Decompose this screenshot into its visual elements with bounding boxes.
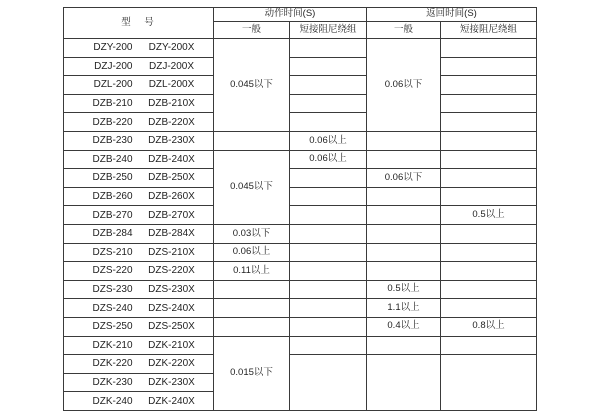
relay-spec-table	[63, 7, 537, 411]
table-header	[64, 8, 537, 39]
return-damping-cell	[441, 187, 537, 206]
model-name: DZB-260	[92, 191, 133, 203]
model-cell	[64, 224, 214, 243]
action-general-cell	[214, 280, 290, 299]
return-damping-cell	[441, 262, 537, 281]
return-damping-cell	[441, 113, 537, 132]
model-name: DZS-240	[92, 302, 133, 314]
return-damping-cell	[441, 355, 537, 411]
table-row	[64, 76, 537, 95]
return-damping-header-cell: 短接阻尼绕组	[441, 22, 537, 39]
action-damping-cell	[290, 76, 367, 95]
return-general-cell: 0.5以上	[367, 280, 441, 299]
return-time-header-cell: 返回时间(S)	[367, 8, 537, 22]
action-damping-cell	[290, 224, 367, 243]
model-cell	[64, 150, 214, 169]
return-general-cell	[367, 224, 441, 243]
model-cell	[64, 131, 214, 150]
return-damping-cell	[441, 243, 537, 262]
table-row	[64, 299, 537, 318]
model-name: DZB-270	[92, 209, 133, 221]
model-cell	[64, 206, 214, 225]
model-cell	[64, 169, 214, 188]
return-damping-cell	[441, 76, 537, 95]
return-general-cell	[367, 131, 441, 150]
return-damping-cell	[441, 224, 537, 243]
table-row	[64, 187, 537, 206]
action-damping-cell	[290, 317, 367, 336]
return-damping-cell	[441, 169, 537, 188]
model-name: DZS-220	[92, 265, 133, 277]
action-damping-cell	[290, 169, 367, 188]
model-name-x: DZB-284X	[148, 228, 195, 240]
table-row	[64, 39, 537, 58]
table-row	[64, 262, 537, 281]
model-cell	[64, 76, 214, 95]
model-cell	[64, 355, 214, 374]
action-damping-cell	[290, 355, 367, 411]
model-cell	[64, 262, 214, 281]
action-damping-cell	[290, 262, 367, 281]
table-row	[64, 131, 537, 150]
model-name-x: DZS-220X	[148, 265, 195, 277]
model-name: DZJ-200	[94, 60, 133, 72]
return-general-cell	[367, 187, 441, 206]
action-damping-cell: 0.06以上	[290, 150, 367, 169]
return-damping-cell	[441, 131, 537, 150]
action-general-cell: 0.06以上	[214, 243, 290, 262]
model-name-x: DZB-260X	[148, 191, 195, 203]
table-row	[64, 94, 537, 113]
return-damping-cell: 0.8以上	[441, 317, 537, 336]
model-cell	[64, 317, 214, 336]
model-cell	[64, 57, 214, 76]
model-name: DZY-200	[93, 42, 133, 54]
return-damping-cell	[441, 280, 537, 299]
table-row	[64, 206, 537, 225]
action-time-header-cell: 动作时间(S)	[214, 8, 367, 22]
model-name: DZK-230	[92, 376, 133, 388]
action-damping-header-cell: 短接阻尼绕组	[290, 22, 367, 39]
return-general-cell	[367, 355, 441, 411]
model-name-x: DZB-240X	[148, 153, 195, 165]
model-name: DZB-220	[92, 116, 133, 128]
action-damping-cell	[290, 94, 367, 113]
model-name: DZK-210	[92, 339, 133, 351]
table-row	[64, 355, 537, 374]
model-name: DZL-200	[93, 79, 133, 91]
return-damping-cell	[441, 336, 537, 355]
action-damping-cell	[290, 336, 367, 355]
return-general-cell	[367, 150, 441, 169]
action-general-cell	[214, 131, 290, 150]
model-name: DZB-240	[92, 153, 133, 165]
table-row	[64, 57, 537, 76]
model-name-x: DZY-200X	[148, 42, 195, 54]
model-name-x: DZB-220X	[148, 116, 195, 128]
model-name: DZB-284	[92, 228, 133, 240]
model-cell	[64, 280, 214, 299]
action-damping-cell	[290, 113, 367, 132]
model-cell	[64, 373, 214, 392]
table-row	[64, 113, 537, 132]
action-general-cell: 0.015以下	[214, 336, 290, 410]
model-cell	[64, 336, 214, 355]
action-general-cell: 0.03以下	[214, 224, 290, 243]
action-general-cell: 0.045以下	[214, 39, 290, 132]
model-header-cell: 型 号	[64, 8, 214, 39]
return-general-cell: 0.06以下	[367, 169, 441, 188]
return-damping-cell	[441, 39, 537, 58]
model-name: DZS-250	[92, 321, 133, 333]
return-damping-cell	[441, 150, 537, 169]
model-cell	[64, 392, 214, 411]
model-name: DZB-230	[92, 135, 133, 147]
action-general-cell	[214, 299, 290, 318]
table-row	[64, 317, 537, 336]
model-name-x: DZB-210X	[148, 98, 195, 110]
return-general-cell	[367, 243, 441, 262]
return-general-cell	[367, 206, 441, 225]
model-cell	[64, 94, 214, 113]
action-damping-cell	[290, 243, 367, 262]
model-cell	[64, 243, 214, 262]
model-cell	[64, 299, 214, 318]
model-name-x: DZK-210X	[148, 339, 195, 351]
table-row	[64, 280, 537, 299]
model-name: DZS-210	[92, 246, 133, 258]
action-general-cell: 0.045以下	[214, 150, 290, 224]
table-row	[64, 169, 537, 188]
return-damping-cell	[441, 299, 537, 318]
model-name: DZB-210	[92, 98, 133, 110]
model-name-x: DZS-250X	[148, 321, 195, 333]
return-general-cell: 0.06以下	[367, 39, 441, 132]
model-name-x: DZJ-200X	[148, 60, 194, 72]
table-row	[64, 224, 537, 243]
return-general-cell: 0.4以上	[367, 317, 441, 336]
action-damping-cell	[290, 57, 367, 76]
action-damping-cell: 0.06以上	[290, 131, 367, 150]
action-general-header-cell: 一般	[214, 22, 290, 39]
return-general-cell: 1.1以上	[367, 299, 441, 318]
model-name-x: DZK-240X	[148, 395, 195, 407]
action-general-cell	[214, 317, 290, 336]
table-row	[64, 150, 537, 169]
action-damping-cell	[290, 280, 367, 299]
table-body	[64, 39, 537, 411]
return-general-header-cell: 一般	[367, 22, 441, 39]
model-name-x: DZS-240X	[148, 302, 195, 314]
return-damping-cell: 0.5以上	[441, 206, 537, 225]
return-general-cell	[367, 336, 441, 355]
action-damping-cell	[290, 39, 367, 58]
return-damping-cell	[441, 94, 537, 113]
model-name-x: DZB-250X	[148, 172, 195, 184]
model-name-x: DZK-220X	[148, 358, 195, 370]
model-name: DZS-230	[92, 284, 133, 296]
action-damping-cell	[290, 206, 367, 225]
model-name-x: DZS-210X	[148, 246, 195, 258]
model-name: DZK-240	[92, 395, 133, 407]
table-row	[64, 243, 537, 262]
model-name-x: DZL-200X	[148, 79, 195, 91]
model-cell	[64, 113, 214, 132]
model-name: DZK-220	[92, 358, 133, 370]
model-cell	[64, 39, 214, 58]
model-name-x: DZS-230X	[148, 284, 195, 296]
header-row-groups	[64, 8, 537, 22]
model-cell	[64, 187, 214, 206]
action-general-cell: 0.11以上	[214, 262, 290, 281]
model-name-x: DZB-270X	[148, 209, 195, 221]
return-general-cell	[367, 262, 441, 281]
model-name-x: DZB-230X	[148, 135, 195, 147]
action-damping-cell	[290, 187, 367, 206]
return-damping-cell	[441, 57, 537, 76]
action-damping-cell	[290, 299, 367, 318]
model-name: DZB-250	[92, 172, 133, 184]
table-row	[64, 336, 537, 355]
model-name-x: DZK-230X	[148, 376, 195, 388]
